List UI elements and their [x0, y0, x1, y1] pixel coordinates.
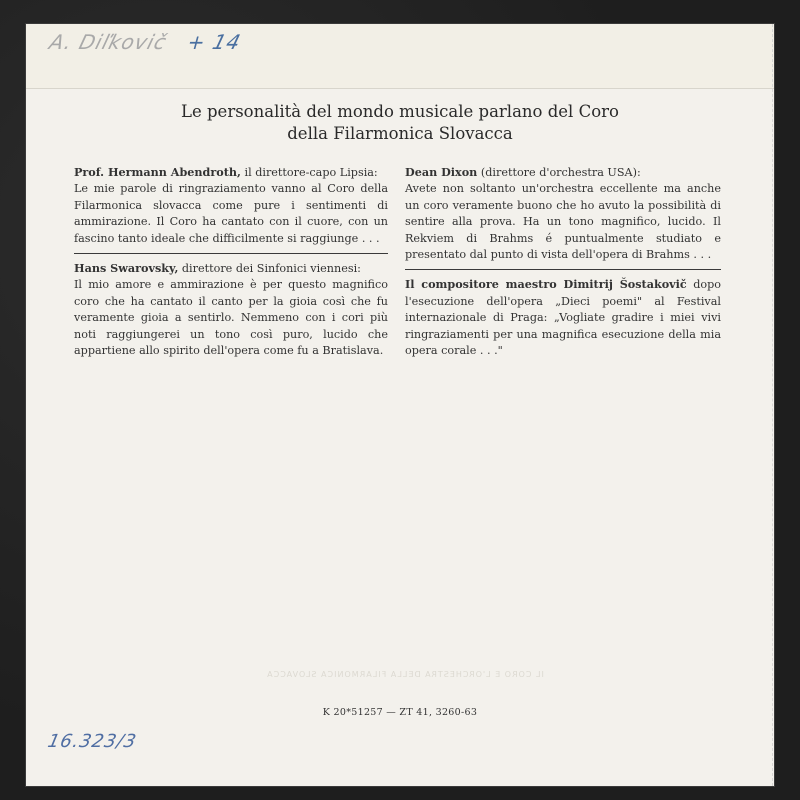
catalog-number: K 20*51257 — ZT 41, 3260-63 [322, 707, 478, 718]
quote-abendroth [74, 164, 388, 247]
title-line-2: della Filarmonica Slovacca [287, 124, 513, 143]
quote-shostakovich [405, 276, 721, 359]
inventory-number-annotation: 16.323/3 [45, 731, 139, 752]
ink-annotation-number: + 14 [184, 30, 244, 54]
quote-swarovsky [74, 260, 388, 359]
quote-text: Il mio amore e ammirazione è per questo magnifico coro che ha cantato il canto per la gioia così che fu veramente gioia a sentirlo. Nemmeno con i cori più noti raggiungerei un tono così puro, lucido che appartiene allo spirito dell'opera come fu a Bratislava. [74, 278, 388, 358]
document-title [0, 101, 800, 145]
speaker-name: Prof. Hermann Abendroth, [74, 165, 241, 179]
divider [405, 269, 721, 270]
speaker-name: Hans Swarovsky, [74, 261, 179, 276]
right-column [405, 164, 721, 359]
show-through-text: IL CORO E L'ORCHESTRA DELLA FILARMONICA SLOVACCA [266, 670, 544, 679]
quote-dixon [405, 164, 721, 263]
quote-text: Le mie parole di ringraziamento vanno al Coro della Filarmonica slovacca come pure i sentimenti di ammirazione. Il Coro ha cantato con il cuore, con un fascino tanto ideale che difficilmente si raggiunge . . . [74, 182, 388, 245]
speaker-attribution: dopo l'esecuzione dell'opera „Dieci poemi" al Festival internazionale di Praga: [405, 278, 721, 325]
speaker-attribution: direttore dei Sinfonici viennesi: [178, 262, 361, 276]
speaker-name: Dean Dixon [405, 165, 478, 179]
speaker-name: Il compositore maestro Dimitrij Šostakovič [405, 277, 687, 292]
speaker-attribution: (direttore d'orchestra USA): [477, 166, 641, 179]
quote-text: Avete non soltanto un'orchestra eccellente ma anche un coro veramente buono che ho avuto la possibilità di sentire alla prova. Ha un tono magnifico, lucido. Il Rekviem di Brahms é puntualmente studiato e presentato dal punto di vista dell'opera di Brahms . . . [405, 182, 721, 262]
title-line-1: Le personalità del mondo musicale parlano del Coro [181, 102, 619, 121]
speaker-attribution: il direttore-capo Lipsia: [240, 166, 378, 179]
pencil-annotation: A. Diľkovič [46, 30, 170, 54]
divider [74, 253, 388, 254]
left-column [74, 164, 388, 359]
quote-text: „Vogliate gradire i miei vivi ringraziamenti per una magnifica esecuzione della mia opera corale . . ." [405, 311, 721, 358]
